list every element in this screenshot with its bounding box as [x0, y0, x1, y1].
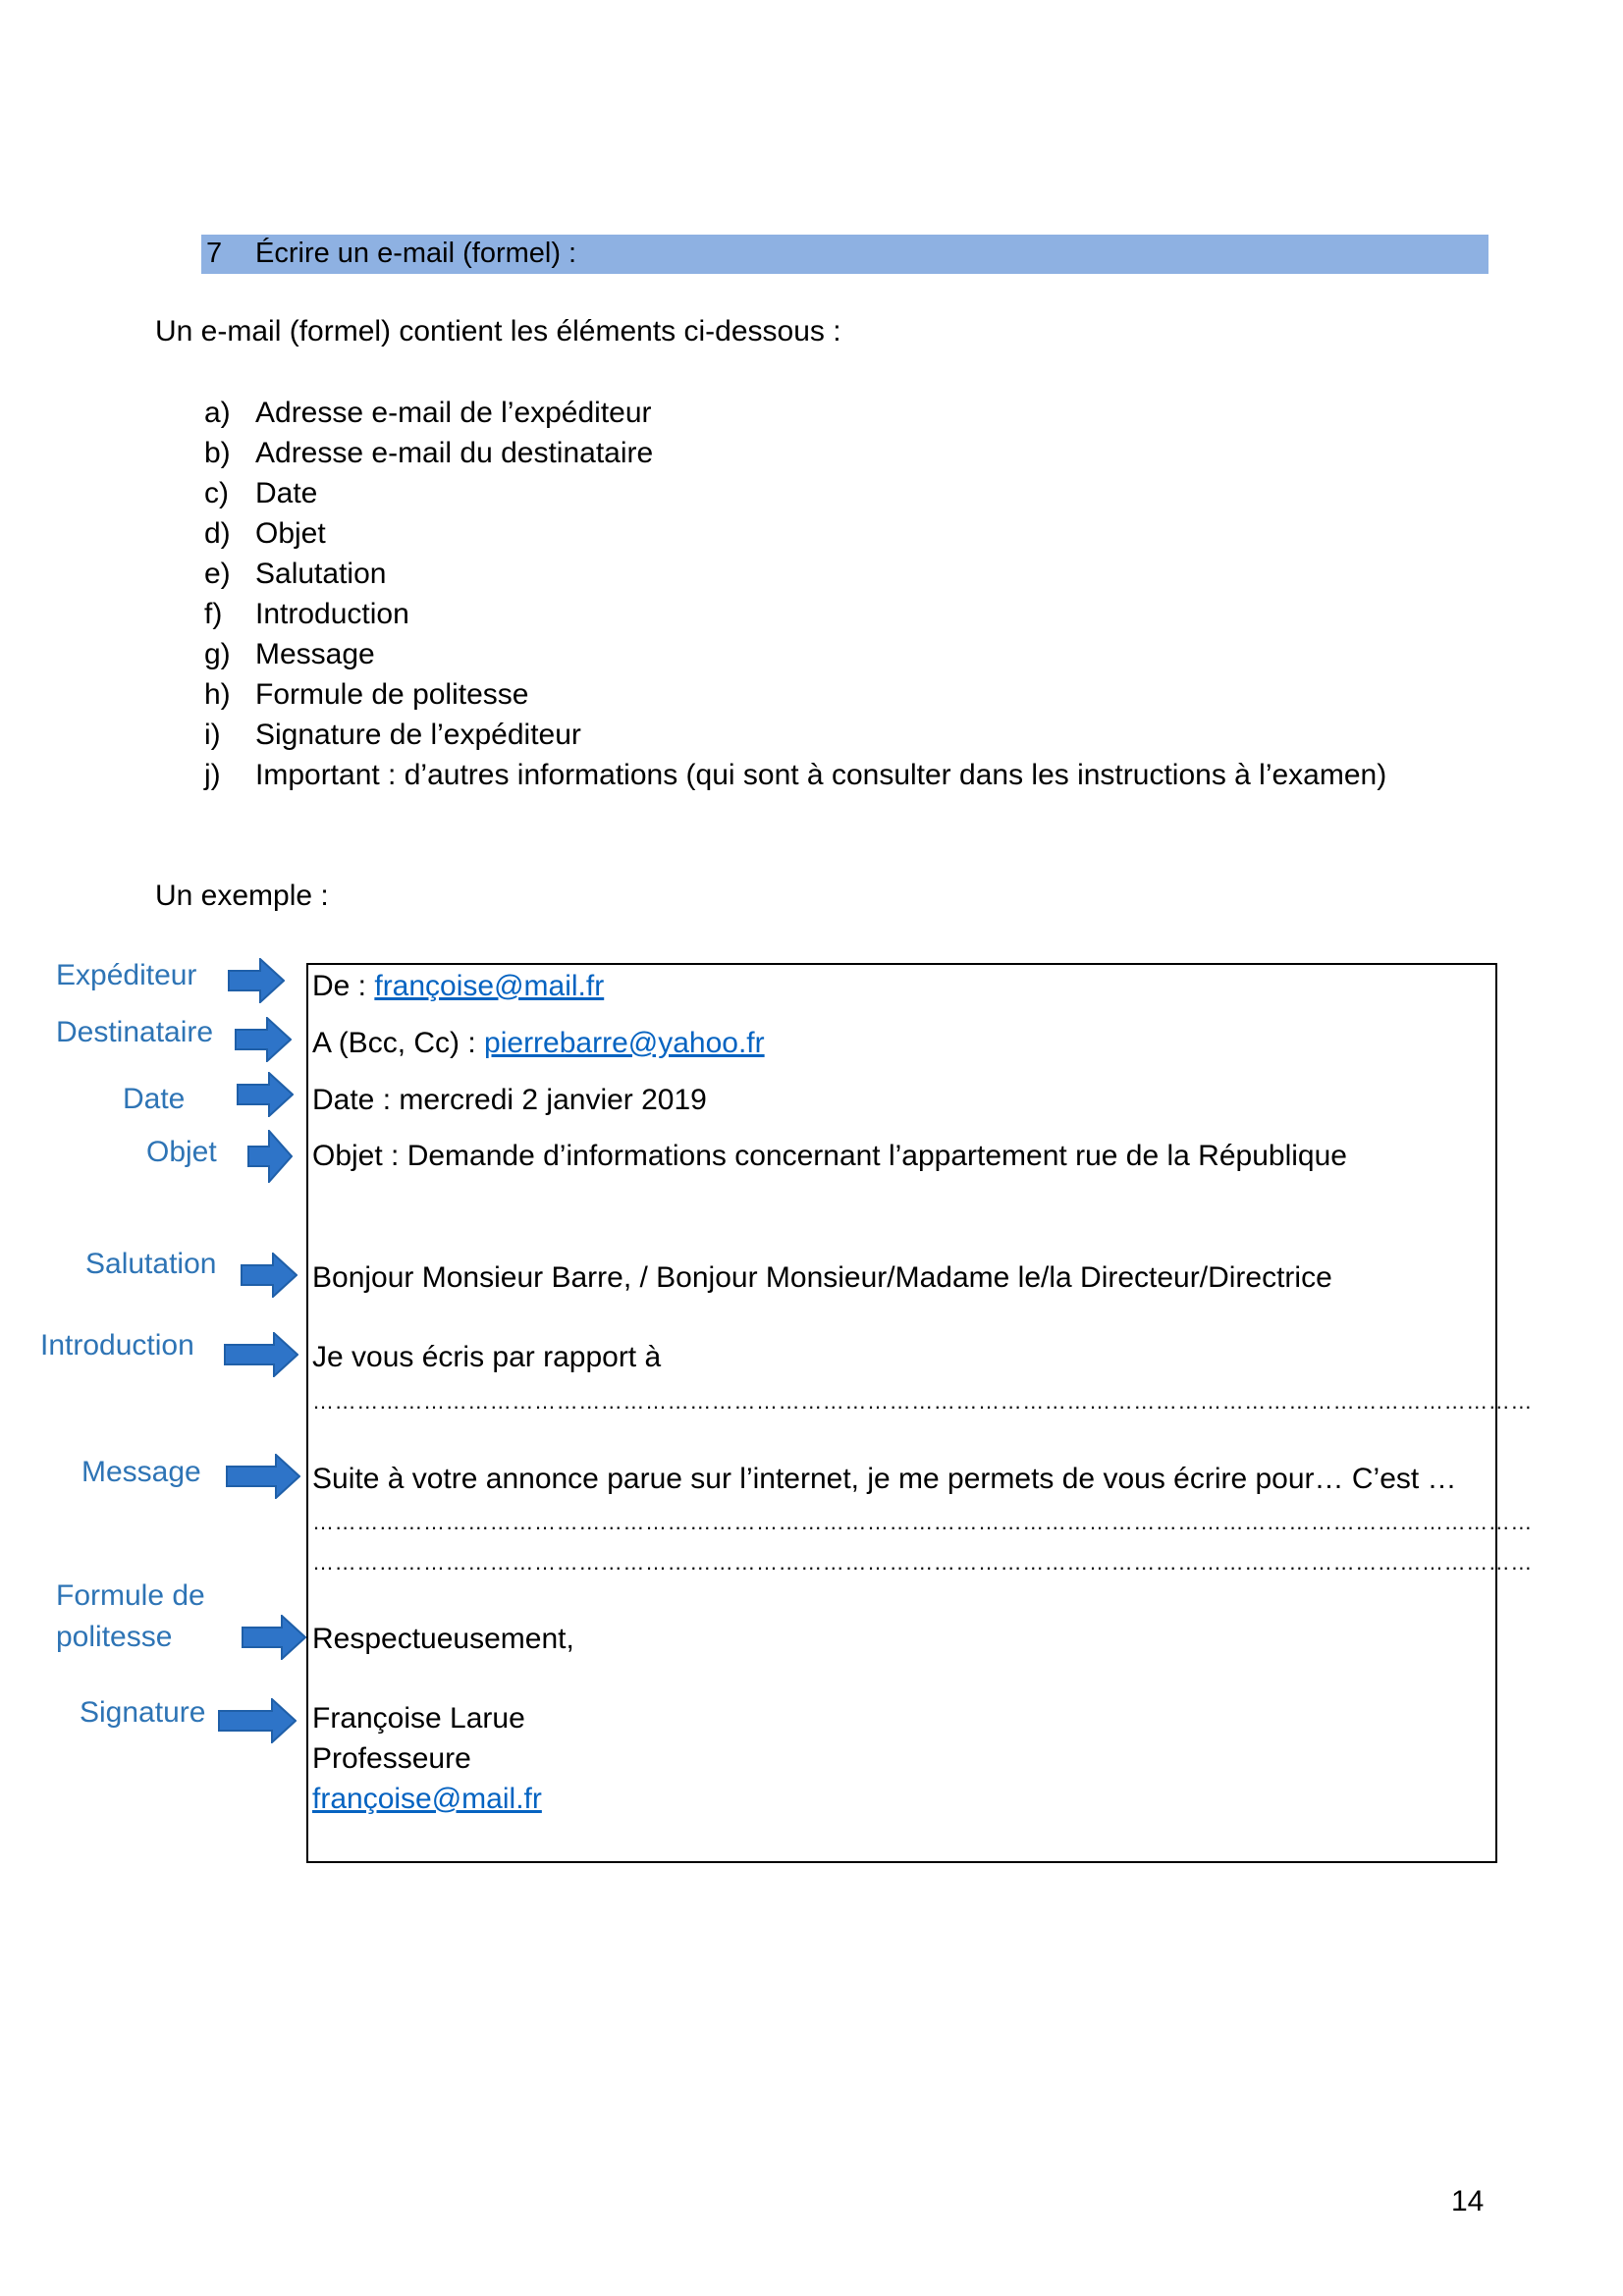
email-to-link[interactable]: pierrebarre@yahoo.fr — [484, 1027, 765, 1059]
arrow-right-icon — [241, 1253, 298, 1298]
dotted-fill-line: ………………………………………………………………………………………………………………………………………………… — [312, 1510, 1533, 1534]
list-marker: j) — [204, 759, 221, 791]
label-introduction: Introduction — [40, 1329, 194, 1362]
label-message: Message — [81, 1456, 201, 1488]
label-destinataire: Destinataire — [56, 1016, 214, 1048]
arrow-right-icon — [242, 1615, 306, 1660]
arrow-right-icon — [218, 1698, 297, 1743]
label-objet: Objet — [146, 1136, 217, 1168]
list-marker: e) — [204, 558, 231, 590]
email-sender-title: Professeure — [312, 1742, 471, 1775]
email-closing: Respectueusement, — [312, 1623, 574, 1655]
list-item: Adresse e-mail du destinataire — [255, 437, 654, 469]
dotted-fill-line: ………………………………………………………………………………………………………………………………………………… — [312, 1550, 1533, 1575]
arrow-right-icon — [235, 1017, 292, 1062]
list-item: Date — [255, 477, 318, 509]
list-item: Salutation — [255, 558, 387, 590]
arrow-right-icon — [228, 958, 285, 1003]
label-date: Date — [123, 1083, 186, 1115]
email-sender-link[interactable]: françoise@mail.fr — [312, 1783, 542, 1815]
list-item: Signature de l’expéditeur — [255, 719, 581, 751]
label-salutation: Salutation — [85, 1248, 217, 1280]
email-sender-name: Françoise Larue — [312, 1702, 525, 1735]
email-introduction: Je vous écris par rapport à — [312, 1341, 662, 1373]
label-signature: Signature — [80, 1696, 206, 1729]
list-marker: f) — [204, 598, 223, 630]
section-number: 7 — [206, 238, 223, 269]
email-from-line — [312, 970, 604, 1003]
example-label: Un exemple : — [155, 880, 329, 912]
intro-text: Un e-mail (formel) contient les éléments ci-dessous : — [155, 315, 841, 347]
label-formule-line2: politesse — [56, 1621, 173, 1653]
email-subject: Objet : Demande d’informations concernant l’appartement rue de la République — [312, 1140, 1347, 1172]
list-item: Objet — [255, 517, 326, 550]
list-marker: i) — [204, 719, 221, 751]
arrow-right-icon — [224, 1332, 298, 1377]
email-to-line — [312, 1027, 765, 1060]
page-number: 14 — [1451, 2185, 1485, 2217]
list-marker: b) — [204, 437, 231, 469]
email-salutation: Bonjour Monsieur Barre, / Bonjour Monsieur/Madame le/la Directeur/Directrice — [312, 1261, 1332, 1294]
dotted-fill-line: ………………………………………………………………………………………………………………………………………………… — [312, 1389, 1533, 1414]
list-item: Important : d’autres informations (qui sont à consulter dans les instructions à l’examen) — [255, 759, 1387, 791]
email-date: Date : mercredi 2 janvier 2019 — [312, 1084, 707, 1116]
email-from-link[interactable]: françoise@mail.fr — [374, 970, 605, 1002]
list-marker: c) — [204, 477, 229, 509]
arrow-right-icon — [237, 1072, 294, 1117]
list-item: Adresse e-mail de l’expéditeur — [255, 397, 652, 429]
label-expediteur: Expéditeur — [56, 959, 197, 991]
list-item: Introduction — [255, 598, 409, 630]
list-item: Message — [255, 638, 375, 670]
arrow-right-icon — [247, 1130, 293, 1183]
list-marker: h) — [204, 678, 231, 711]
section-title: Écrire un e-mail (formel) : — [255, 238, 577, 269]
list-marker: g) — [204, 638, 231, 670]
list-marker: a) — [204, 397, 231, 429]
email-from-prefix: De : — [312, 970, 375, 1002]
list-marker: d) — [204, 517, 231, 550]
email-message: Suite à votre annonce parue sur l’internet, je me permets de vous écrire pour… C’est … — [312, 1463, 1457, 1495]
arrow-right-icon — [226, 1454, 300, 1499]
label-formule-line1: Formule de — [56, 1579, 205, 1612]
email-to-prefix: A (Bcc, Cc) : — [312, 1027, 485, 1059]
list-item: Formule de politesse — [255, 678, 529, 711]
